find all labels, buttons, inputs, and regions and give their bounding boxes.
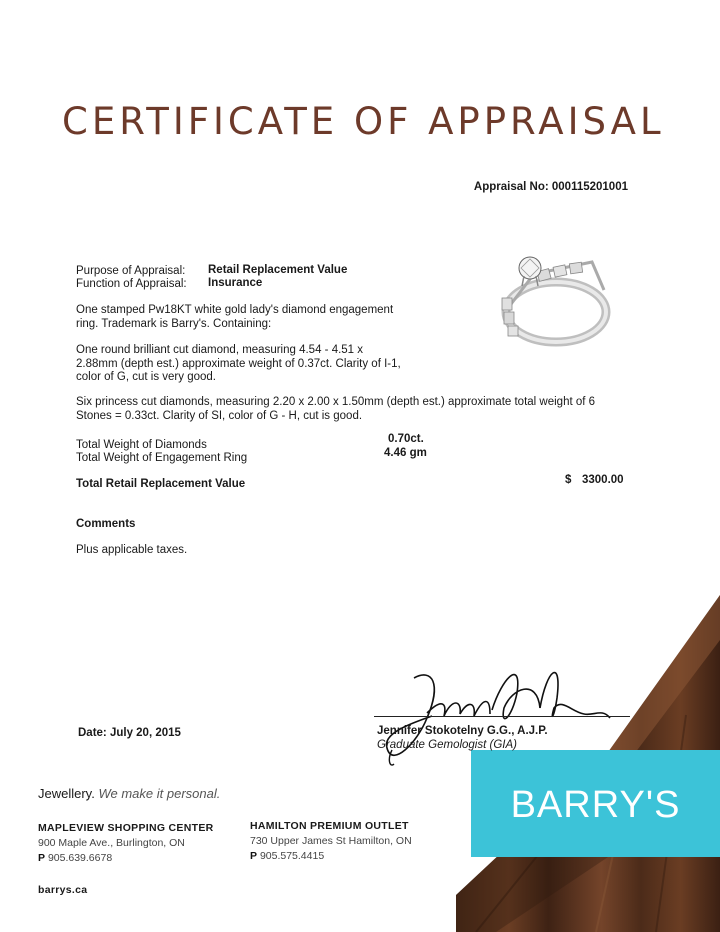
location-mapleview xyxy=(38,822,248,864)
currency-symbol: $ xyxy=(565,474,572,486)
phone-number: 905.575.4415 xyxy=(259,850,325,862)
tagline-italic: We make it personal. xyxy=(98,786,221,801)
phone-prefix: P xyxy=(250,850,258,862)
round-diamond-description: One round brilliant cut diamond, measuring 4.54 - 4.51 x 2.88mm (depth est.) approximate weight of 0.37ct. Clarity of I-1, color of G, cut is very good. xyxy=(76,344,401,383)
function-label: Function of Appraisal: xyxy=(76,278,187,290)
ring-description: One stamped Pw18KT white gold lady's diamond engagement ring. Trademark is Barry's. Containing: xyxy=(76,304,394,330)
purpose-value: Retail Replacement Value xyxy=(208,264,348,276)
location-phone xyxy=(38,852,248,864)
comments-heading: Comments xyxy=(76,518,136,530)
location-name: HAMILTON PREMIUM OUTLET xyxy=(250,820,409,832)
total-retail-label: Total Retail Replacement Value xyxy=(76,478,246,490)
princess-diamonds-description: Six princess cut diamonds, measuring 2.20 x 2.00 x 1.50mm (depth est.) approximate total weight of 6 Stones = 0.33ct. Clarity of SI, color of G - H, cut is good. xyxy=(76,396,596,422)
signature-line xyxy=(374,716,630,717)
total-ring-label: Total Weight of Engagement Ring xyxy=(76,452,248,464)
location-address: 900 Maple Ave., Burlington, ON xyxy=(38,837,185,849)
appraisal-number: Appraisal No: 000115201001 xyxy=(473,181,628,193)
location-hamilton xyxy=(250,820,460,862)
total-diamonds-label: Total Weight of Diamonds xyxy=(76,439,207,451)
barrys-logo: BARRY'S xyxy=(510,784,681,826)
appraisal-date: Date: July 20, 2015 xyxy=(78,727,181,739)
tagline xyxy=(38,786,220,801)
total-diamonds-value: 0.70ct. xyxy=(388,433,424,445)
purpose-label: Purpose of Appraisal: xyxy=(76,265,186,277)
function-value: Insurance xyxy=(208,277,263,289)
signature xyxy=(372,638,632,773)
ring-image xyxy=(494,240,612,350)
website-link[interactable]: barrys.ca xyxy=(38,884,88,896)
phone-number: 905.639.6678 xyxy=(47,852,113,864)
appraiser-title: Graduate Gemologist (GIA) xyxy=(377,739,517,751)
tagline-plain: Jewellery. xyxy=(38,786,95,801)
location-address: 730 Upper James St Hamilton, ON xyxy=(250,835,412,847)
appraiser-name: Jennifer Stokotelny G.G., A.J.P. xyxy=(377,725,548,737)
certificate-title: CERTIFICATE OF APPRAISAL xyxy=(62,100,665,143)
total-ring-value: 4.46 gm xyxy=(384,447,427,459)
phone-prefix: P xyxy=(38,852,46,864)
total-retail-value: 3300.00 xyxy=(582,474,624,486)
comments-text: Plus applicable taxes. xyxy=(76,544,188,556)
location-name: MAPLEVIEW SHOPPING CENTER xyxy=(38,822,214,834)
location-phone xyxy=(250,850,460,862)
